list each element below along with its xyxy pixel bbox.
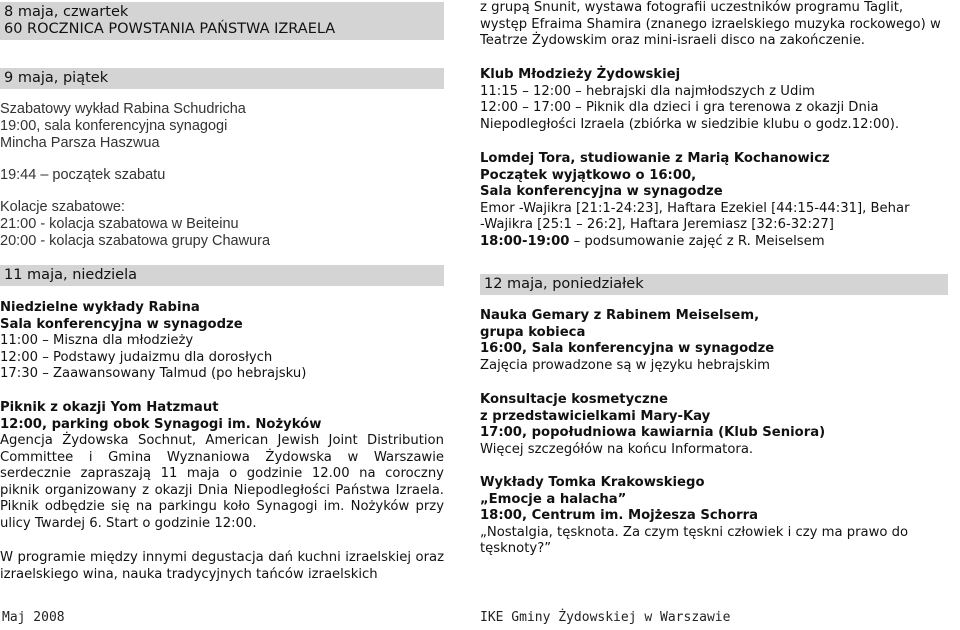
lomdej-reading: -Wajikra [25:1 – 26:2], Haftara Jeremiasz [32:6-32:27]	[480, 217, 834, 232]
klub-item: 12:00 – 17:00 – Piknik dla dzieci i gra terenowa z okazji Dnia	[480, 100, 879, 115]
lectures-title: Niedzielne wykłady Rabina	[0, 300, 200, 315]
lomdej-reading: Emor -Wajikra [21:1-24:23], Haftara Ezekiel [44:15-44:31], Behar	[480, 200, 910, 216]
lomdej-summary-text: – podsumowanie zajęć z R. Meiselsem	[569, 233, 825, 249]
footer-publisher: IKE Gminy Żydowskiej w Warszawie	[480, 610, 731, 625]
picnic-title: Piknik z okazji Yom Hatzmaut	[0, 400, 219, 415]
lecture-item: 11:00 – Miszna dla młodzieży	[0, 333, 194, 348]
lomdej-start: Początek wyjątkowo o 16:00,	[480, 167, 697, 183]
krakowski-time: 18:00, Centrum im. Mojżesza Schorra	[480, 508, 758, 523]
klub-item-cont: Niepodległości Izraela (zbiórka w siedzibie klubu o godz.12:00).	[480, 116, 900, 132]
klub-item: 11:15 – 12:00 – hebrajski dla najmłodszych z Udim	[480, 83, 815, 99]
date-band-may-8	[0, 2, 444, 40]
event-heading: 60 ROCZNICA POWSTANIA PAŃSTWA IZRAELA	[4, 21, 336, 37]
gemara-group: grupa kobieca	[480, 324, 586, 340]
klub-section	[480, 67, 948, 133]
lectures-place: Sala konferencyjna w synagodze	[0, 316, 243, 332]
krakowski-title: Wykłady Tomka Krakowskiego	[480, 475, 705, 490]
lomdej-summary-time: 18:00-19:00	[480, 233, 570, 249]
intro-paragraph: z grupą Snunit, wystawa fotografii uczestników programu Taglit, występ Efraima Shamira (znanego izraelskiego muzyka rockowego) w Teatrze Żydowskim oraz mini-israeli disco na zakończenie.	[480, 0, 941, 48]
lecture-item: 17:30 – Zaawansowany Talmud (po hebrajsku)	[0, 366, 307, 381]
krakowski-topic: „Emocje a halacha”	[480, 491, 627, 507]
dinner-item: 20:00 - kolacja szabatowa grupy Chawura	[0, 233, 271, 249]
date-band-may-11	[0, 265, 444, 286]
dinner-item: 21:00 - kolacja szabatowa w Beiteinu	[0, 216, 239, 232]
intro-text	[480, 0, 948, 50]
program-text	[0, 550, 444, 583]
cosmetics-section	[480, 392, 948, 458]
lomdej-summary	[480, 234, 948, 251]
krakowski-section	[480, 475, 948, 558]
lecture-portion: Mincha Parsza Haszwua	[0, 135, 160, 151]
date-band-may-9	[0, 68, 444, 89]
date-band-may-12	[480, 274, 948, 295]
cosmetics-time: 17:00, popołudniowa kawiarnia (Klub Seniora)	[480, 425, 826, 440]
cosmetics-with: z przedstawicielkami Mary-Kay	[480, 408, 711, 424]
lomdej-place: Sala konferencyjna w synagodze	[480, 184, 723, 199]
shabbat-start: 19:44 – początek szabatu	[0, 167, 166, 183]
gemara-note: Zajęcia prowadzone są w języku hebrajskim	[480, 357, 770, 373]
dinners-title: Kolacje szabatowe:	[0, 199, 125, 215]
lecture-item: 12:00 – Podstawy judaizmu dla dorosłych	[0, 349, 273, 365]
picnic-time: 12:00, parking obok Synagogi im. Nożyków	[0, 416, 322, 432]
lecture-place: 19:00, sala konferencyjna synagogi	[0, 118, 228, 134]
lomdej-title: Lomdej Tora, studiowanie z Marią Kochanowicz	[480, 151, 830, 166]
lomdej-section	[480, 151, 948, 250]
sunday-lectures	[0, 300, 444, 383]
lecture-title: Szabatowy wykład Rabina Schudricha	[0, 101, 246, 117]
cosmetics-note: Więcej szczegółów na końcu Informatora.	[480, 441, 754, 457]
shabbat-section	[0, 101, 444, 250]
krakowski-quote: „Nostalgia, tęsknota. Za czym tęskni człowiek i czy ma prawo do tęsknoty?”	[480, 524, 909, 556]
picnic-section	[0, 400, 444, 532]
date-heading: 11 maja, niedziela	[4, 267, 138, 283]
date-heading: 9 maja, piątek	[4, 70, 109, 86]
program-paragraph: W programie między innymi degustacja dań kuchni izraelskiej oraz izraelskiego wina, nauka tradycyjnych tańców izraelskich	[0, 550, 444, 582]
gemara-time: 16:00, Sala konferencyjna w synagodze	[480, 341, 775, 356]
date-heading: 12 maja, poniedziałek	[484, 276, 644, 292]
gemara-section	[480, 308, 948, 374]
date-heading: 8 maja, czwartek	[4, 4, 129, 20]
gemara-title: Nauka Gemary z Rabinem Meiselsem,	[480, 308, 760, 323]
footer-date: Maj 2008	[2, 610, 65, 625]
cosmetics-title: Konsultacje kosmetyczne	[480, 392, 669, 407]
picnic-body: Agencja Żydowska Sochnut, American Jewish Joint Distribution Committee i Gmina Wyznaniowa Żydowska w Warszawie serdecznie zapraszają 11 maja o godzinie 12.00 na coroczny piknik organizowany z okazji Dnia Niepodległości Państwa Izraela. Piknik odbędzie się na parkingu koło Synagogi im. Nożyków przy ulicy Twardej 6. Start o godzinie 12:00.	[0, 433, 444, 531]
klub-title: Klub Młodzieży Żydowskiej	[480, 67, 681, 82]
